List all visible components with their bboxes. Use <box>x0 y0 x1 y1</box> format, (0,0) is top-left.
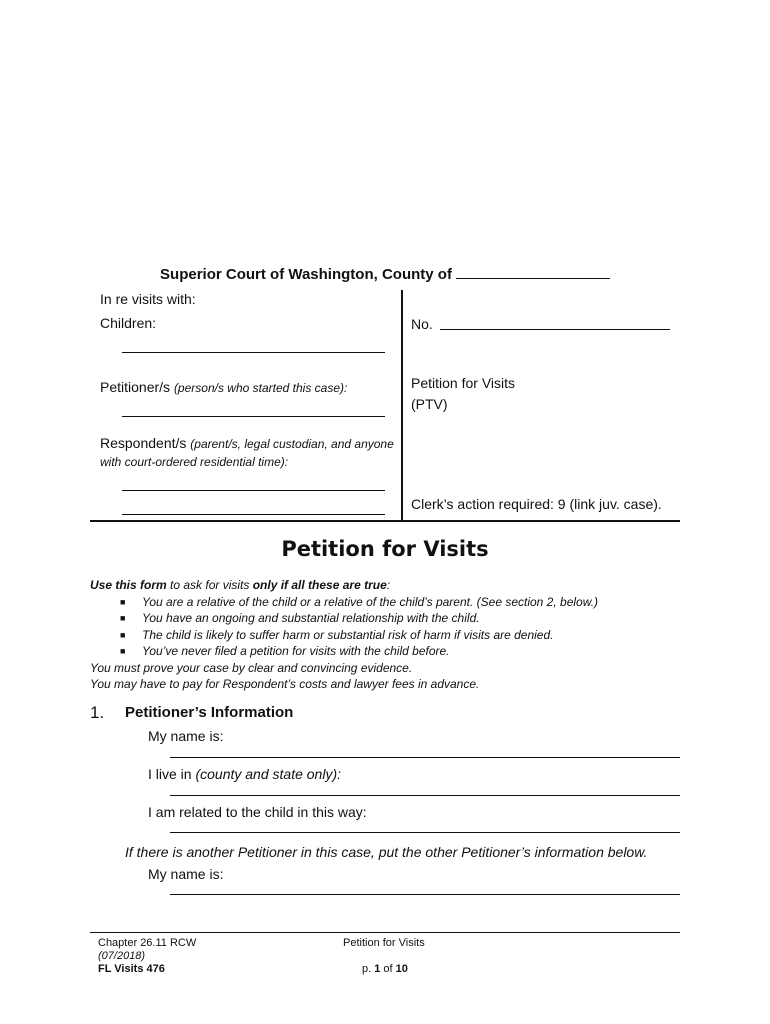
footer-form-id: FL Visits 476 <box>98 963 165 975</box>
name-label: My name is: <box>148 728 224 744</box>
court-title: Superior Court of Washington, County of <box>0 264 770 283</box>
name-label-2: My name is: <box>148 866 224 882</box>
name-field-2[interactable] <box>170 894 680 895</box>
live-field[interactable] <box>170 795 680 796</box>
page-number: p. 1 of 10 <box>362 963 408 975</box>
footer-rule <box>90 932 680 933</box>
doc-name: Petition for Visits <box>411 375 516 391</box>
section-title: Petitioner’s Information <box>125 704 294 721</box>
clerk-action: Clerk’s action required: 9 (link juv. case). <box>411 496 662 512</box>
related-label: I am related to the child in this way: <box>148 804 367 820</box>
case-no-field[interactable] <box>440 329 670 330</box>
other-petitioner-note: If there is another Petitioner in this case, put the other Petitioner’s information below. <box>125 844 648 860</box>
footer-date: (07/2018) <box>98 950 146 962</box>
page-title: Petition for Visits <box>281 537 489 561</box>
section-number: 1. <box>90 703 105 722</box>
respondent-label: Respondent/s (parent/s, legal custodian, and anyone with court-ordered residential time): <box>100 435 394 469</box>
caption-bottom-rule <box>90 520 680 522</box>
respondent-field-1[interactable] <box>122 490 385 491</box>
intro-block <box>90 577 690 693</box>
petitioner-field[interactable] <box>122 416 385 417</box>
list-item: ■ You’ve never filed a petition for visits with the child before. <box>120 644 450 658</box>
footer-title: Petition for Visits <box>343 937 425 949</box>
children-label: Children: <box>100 315 157 331</box>
footer-rcw: Chapter 26.11 RCW <box>98 937 197 949</box>
name-field[interactable] <box>170 757 680 758</box>
related-field[interactable] <box>170 832 680 833</box>
requirements-list <box>90 594 690 660</box>
children-field[interactable] <box>122 352 385 353</box>
county-blank[interactable] <box>456 264 610 279</box>
live-label: I live in (county and state only): <box>148 766 341 782</box>
caption-divider <box>401 290 403 520</box>
petitioner-label: Petitioner/s (person/s who started this case): <box>100 379 348 395</box>
respondent-field-2[interactable] <box>122 514 385 515</box>
intro-prove: You must prove your case by clear and convincing evidence. <box>90 660 413 675</box>
in-re-label: In re visits with: <box>100 291 196 307</box>
list-item: ■ You are a relative of the child or a relative of the child’s parent. (See section 2, below.) <box>120 594 599 609</box>
intro-pay: You may have to pay for Respondent’s costs and lawyer fees in advance. <box>90 677 480 691</box>
doc-code: (PTV) <box>411 396 448 412</box>
list-item: ■ The child is likely to suffer harm or substantial risk of harm if visits are denied. <box>120 627 554 642</box>
list-item: ■ You have an ongoing and substantial relationship with the child. <box>120 611 480 625</box>
case-no-label: No. <box>411 316 433 332</box>
intro-use-line: Use this form to ask for visits only if all these are true: <box>90 578 391 592</box>
